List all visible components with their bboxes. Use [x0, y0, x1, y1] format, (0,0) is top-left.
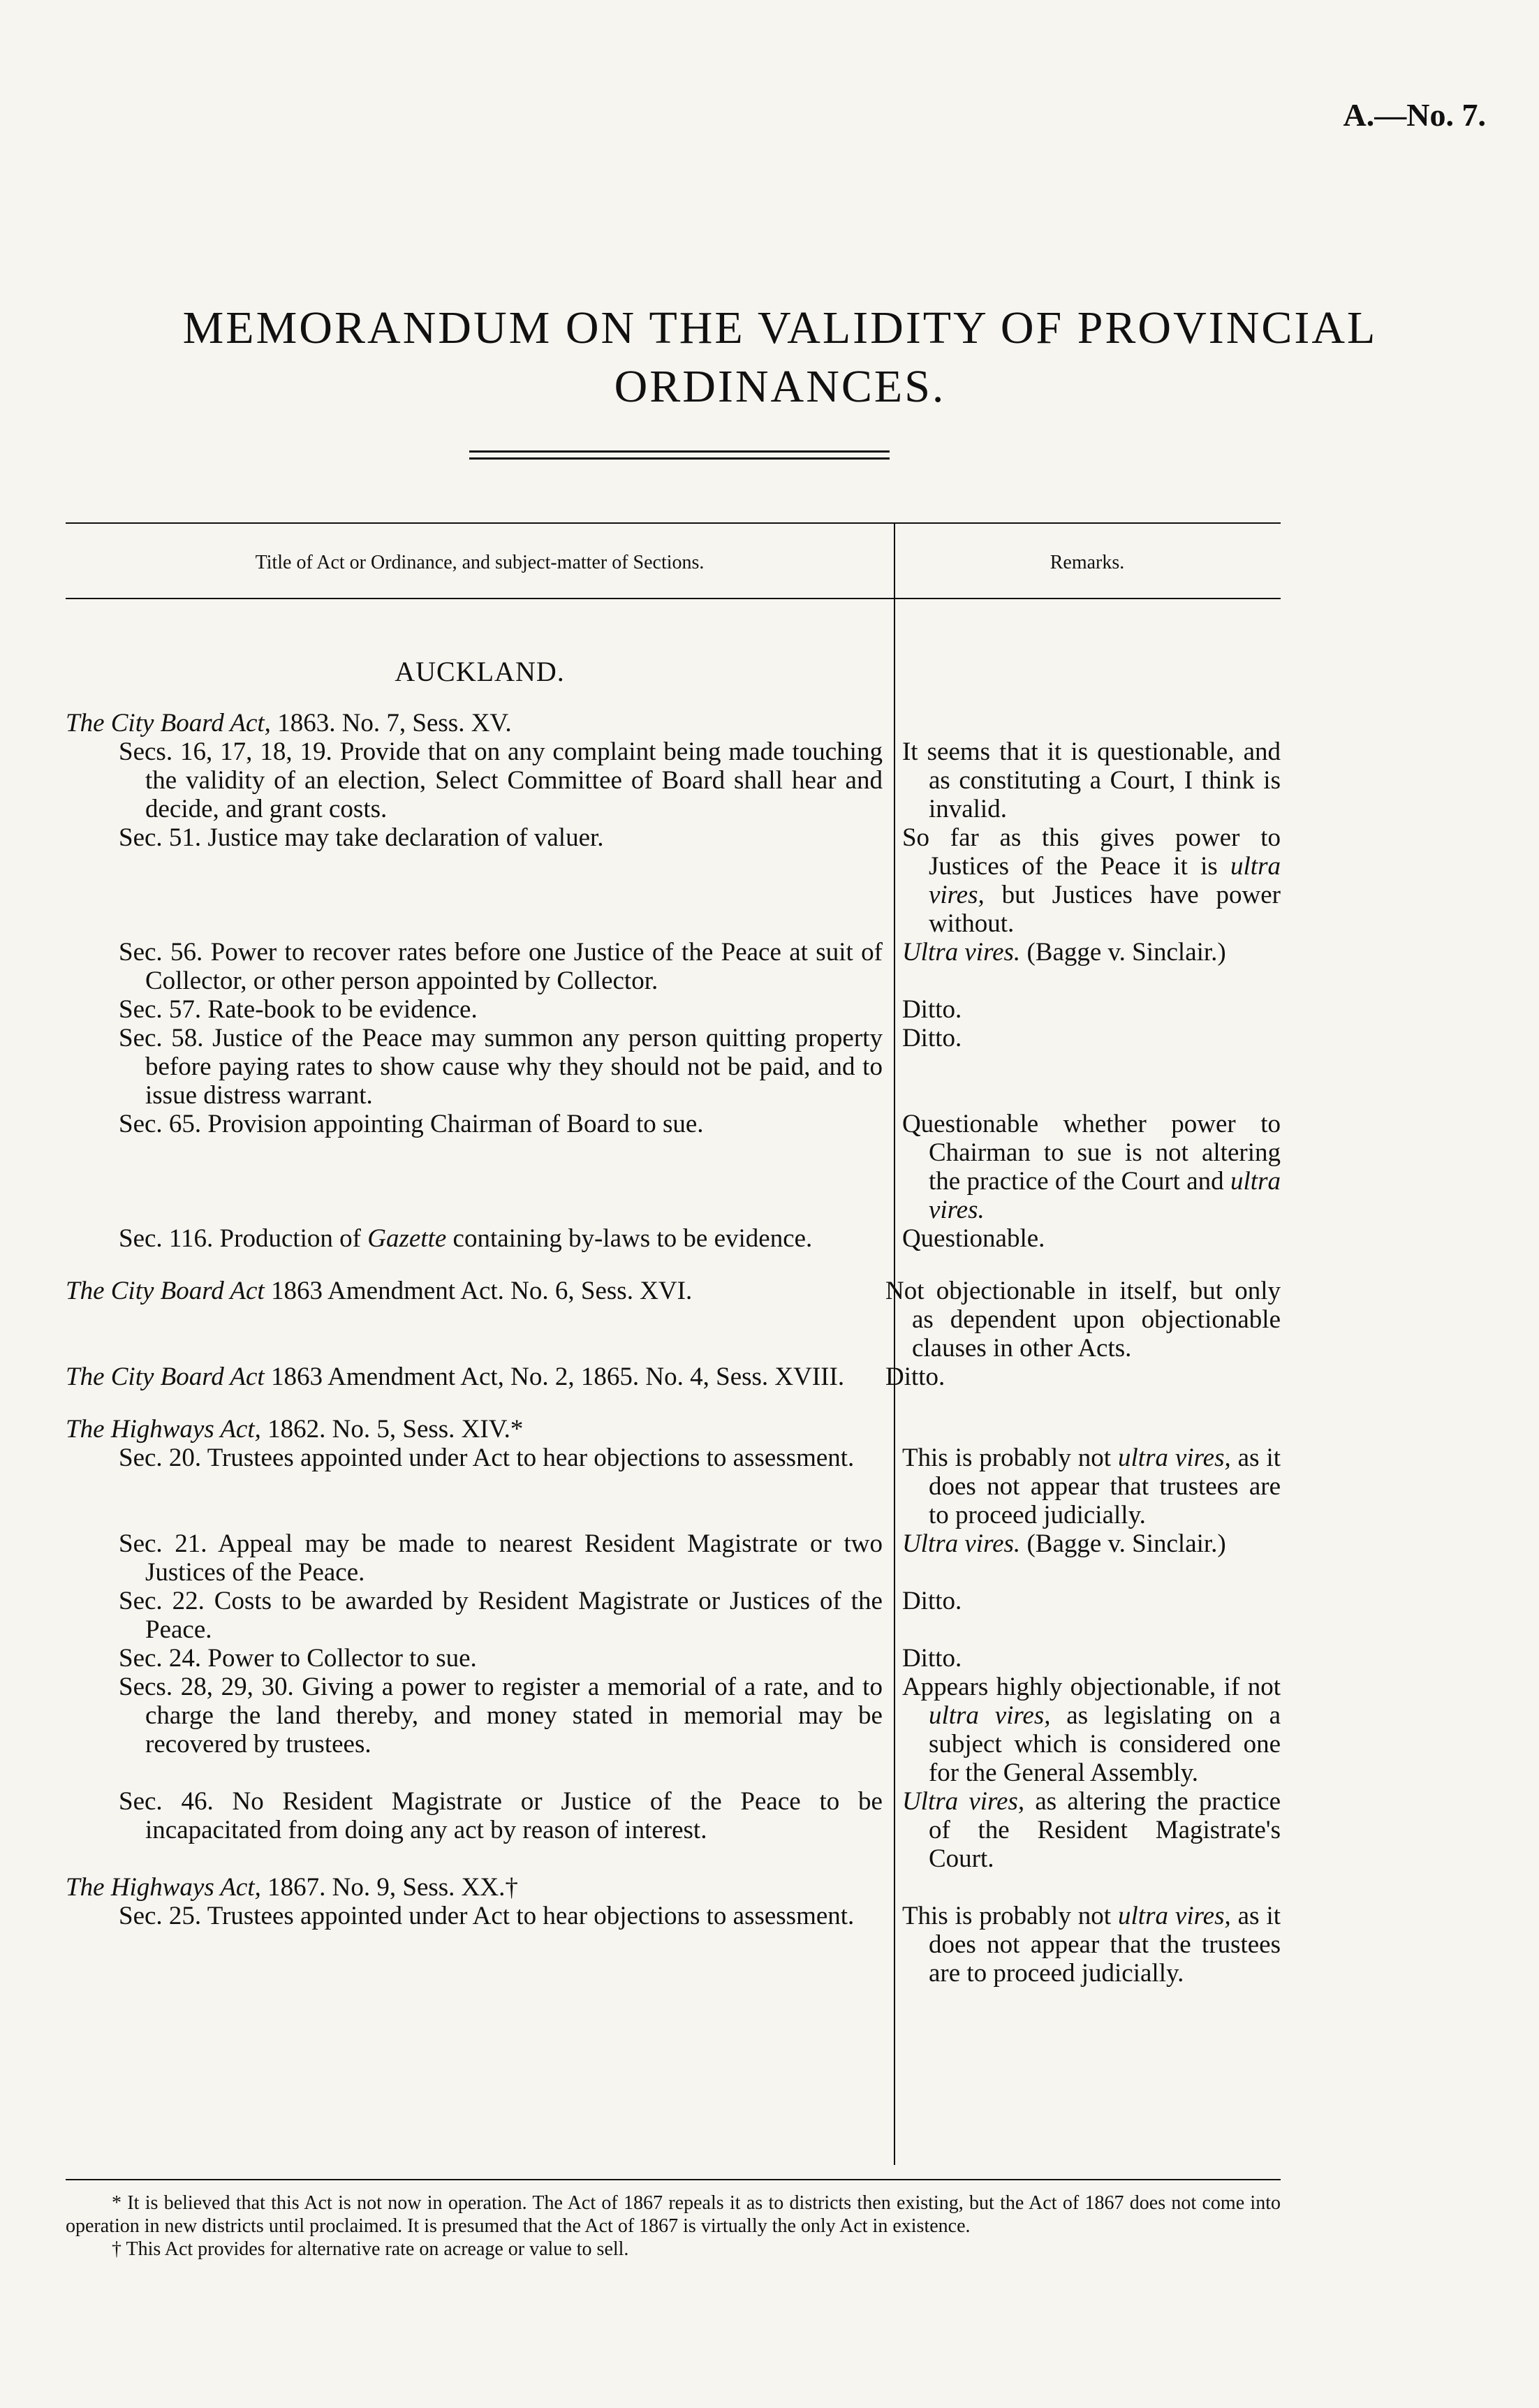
section-text: Sec. 116. Production of Gazette containing by-laws to be evidence. — [119, 1224, 813, 1253]
section-text: Sec. 56. Power to recover rates before one Justice of the Peace at suit of Collector, or other person appointed by Collector. — [119, 938, 883, 995]
remark: So far as this gives power to Justices of the Peace it is ultra vires, but Justices have power without. — [901, 823, 1281, 938]
table-row — [66, 709, 1281, 737]
column-header-title: Title of Act or Ordinance, and subject-matter of Sections. — [255, 552, 705, 573]
table-row — [66, 995, 1281, 1024]
footnote-star: * It is believed that this Act is not now in operation. The Act of 1867 repeals it as to districts then existing, but the Act of 1867 does not come into operation in new districts until proclaimed. It is presumed that the Act of 1867 is virtually the only Act in existence. — [66, 2192, 1281, 2237]
section-text: Sec. 25. Trustees appointed under Act to hear objections to assessment. — [119, 1902, 855, 1930]
table-row — [66, 737, 1281, 823]
ordinance-table — [66, 522, 1281, 2165]
table-row — [66, 1444, 1281, 1529]
act-title: The Highways Act, 1867. No. 9, Sess. XX.† — [66, 1873, 518, 1902]
remark — [904, 1873, 1281, 1902]
table-row — [66, 1902, 1281, 1988]
remark: Ditto. — [901, 1587, 962, 1615]
footnote-dagger: † This Act provides for alternative rate on acreage or value to sell. — [112, 2238, 629, 2260]
remark: Appears highly objectionable, if not ultra vires, as legislating on a subject which is considered one for the General Assembly. — [901, 1673, 1281, 1787]
table-row — [66, 1873, 1281, 1902]
title-rule-top — [469, 450, 890, 453]
section-text: Sec. 21. Appeal may be made to nearest Resident Magistrate or two Justices of the Peace. — [119, 1529, 883, 1587]
remark: This is probably not ultra vires, as it does not appear that the trustees are to proceed judicially. — [901, 1902, 1281, 1988]
section-text: Sec. 51. Justice may take declaration of valuer. — [119, 823, 604, 852]
section-text: Sec. 46. No Resident Magistrate or Justice of the Peace to be incapacitated from doing any act by reason of interest. — [119, 1787, 883, 1844]
section-text: Secs. 28, 29, 30. Giving a power to register a memorial of a rate, and to charge the land thereby, and money stated in memorial may be recovered by trustees. — [119, 1673, 883, 1759]
remark: This is probably not ultra vires, as it does not appear that trustees are to proceed judicially. — [901, 1444, 1281, 1529]
remark — [904, 709, 1281, 737]
remark: Ultra vires. (Bagge v. Sinclair.) — [901, 1529, 1226, 1558]
table-body — [66, 655, 1281, 1988]
remark: Questionable whether power to Chairman to sue is not altering the practice of the Court and ultra vires. — [901, 1110, 1281, 1224]
remark: Ditto. — [901, 1644, 962, 1673]
table-top-rule — [66, 522, 1281, 524]
table-row — [66, 1363, 1281, 1391]
table-row — [66, 1415, 1281, 1444]
remark: Questionable. — [901, 1224, 1045, 1253]
act-title: The Highways Act, 1862. No. 5, Sess. XIV.* — [66, 1415, 524, 1444]
remark — [904, 1415, 1281, 1444]
title-rule-bottom — [469, 457, 890, 460]
table-row — [66, 1673, 1281, 1787]
page-number: A.—No. 7. — [1343, 97, 1486, 133]
table-row — [66, 1224, 1281, 1253]
section-text: Sec. 22. Costs to be awarded by Resident Magistrate or Justices of the Peace. — [119, 1587, 883, 1644]
remark: It seems that it is questionable, and as constituting a Court, I think is invalid. — [901, 737, 1281, 823]
table-row — [66, 1587, 1281, 1644]
title-line-2: ORDINANCES. — [614, 361, 946, 412]
remark: Not objectionable in itself, but only as dependent upon objectionable clauses in other Acts. — [885, 1277, 1281, 1363]
section-text: Sec. 58. Justice of the Peace may summon any person quitting property before paying rates to show cause why they should not be paid, and to issue distress warrant. — [119, 1024, 883, 1110]
table-row — [66, 823, 1281, 938]
page-title — [0, 299, 1539, 416]
section-text: Secs. 16, 17, 18, 19. Provide that on any complaint being made touching the validity of an election, Select Committee of Board shall hear and decide, and grant costs. — [119, 737, 883, 823]
region-heading: AUCKLAND. — [395, 656, 565, 687]
act-title: The City Board Act, 1863. No. 7, Sess. XV. — [66, 709, 512, 737]
remark: Ditto. — [885, 1363, 945, 1391]
remark: Ultra vires. (Bagge v. Sinclair.) — [901, 938, 1226, 967]
remark: Ditto. — [901, 1024, 962, 1052]
remark: Ultra vires, as altering the practice of the Resident Magistrate's Court. — [901, 1787, 1281, 1873]
remark: Ditto. — [901, 995, 962, 1024]
table-row — [66, 1644, 1281, 1673]
act-title: The City Board Act 1863 Amendment Act. No. 6, Sess. XVI. — [66, 1277, 693, 1305]
section-text: Sec. 24. Power to Collector to sue. — [119, 1644, 477, 1673]
footnotes — [66, 2192, 1281, 2261]
table-header-rule — [66, 598, 1281, 599]
section-text: Sec. 65. Provision appointing Chairman of Board to sue. — [119, 1110, 704, 1138]
table-row — [66, 938, 1281, 995]
table-row — [66, 1529, 1281, 1587]
act-title: The City Board Act 1863 Amendment Act, No. 2, 1865. No. 4, Sess. XVIII. — [66, 1363, 845, 1391]
column-header-remarks: Remarks. — [1050, 552, 1125, 573]
table-row — [66, 1277, 1281, 1363]
table-row — [66, 1024, 1281, 1110]
section-text: Sec. 57. Rate-book to be evidence. — [119, 995, 478, 1024]
table-row — [66, 1787, 1281, 1873]
section-text: Sec. 20. Trustees appointed under Act to hear objections to assessment. — [119, 1444, 855, 1472]
table-row — [66, 1110, 1281, 1224]
title-line-1: MEMORANDUM ON THE VALIDITY OF PROVINCIAL — [182, 302, 1378, 353]
footnote-rule — [66, 2179, 1281, 2180]
